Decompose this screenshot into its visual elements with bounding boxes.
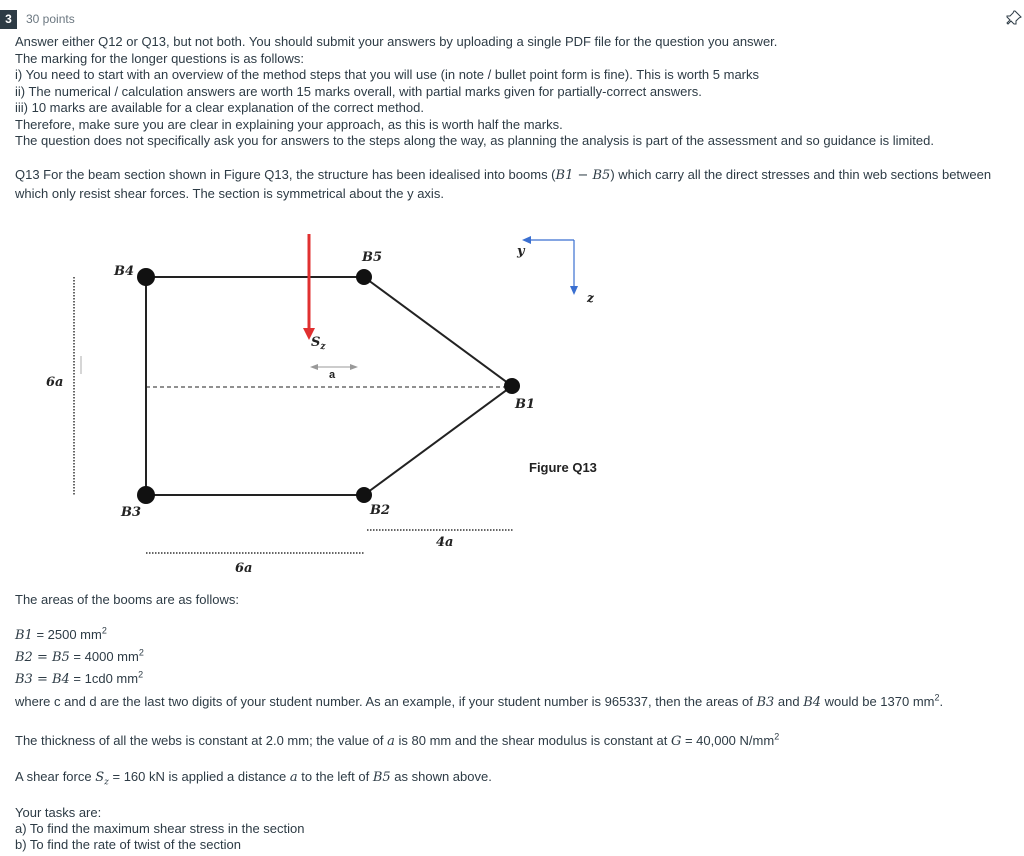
boom-b2 bbox=[356, 487, 372, 503]
intro-line: iii) 10 marks are available for a clear explanation of the correct method. bbox=[15, 100, 424, 115]
boom-b5 bbox=[356, 269, 372, 285]
intro-line: i) You need to start with an overview of the method steps that you will use (in note / bullet point form is fine). This is worth 5 marks bbox=[15, 67, 760, 82]
shear-pre: A shear force bbox=[15, 769, 96, 784]
thickness-G: G bbox=[670, 734, 682, 749]
label-b4: B4 bbox=[114, 264, 135, 279]
label-b5: B5 bbox=[362, 250, 383, 265]
shear-mid: = 160 kN is applied a distance bbox=[108, 769, 290, 784]
label-b3: B3 bbox=[121, 505, 142, 520]
shear-sub-z: z bbox=[104, 777, 109, 788]
area-b3 bbox=[15, 671, 143, 688]
area-b3-math: B3 = B4 bbox=[15, 672, 70, 687]
axis-z-label: z bbox=[587, 291, 594, 305]
intro-line: The question does not specifically ask you for answers to the steps along the way, as planning the analysis is part of the assessment and so guidance is limited. bbox=[15, 133, 934, 148]
area-b1-sq: 2 bbox=[101, 625, 107, 636]
boom-b4 bbox=[137, 268, 155, 286]
thickness-pre: The thickness of all the webs is constant at 2.0 mm; the value of bbox=[15, 733, 388, 748]
q13-paragraph-line1 bbox=[15, 167, 991, 184]
shear-post: as shown above. bbox=[390, 769, 492, 784]
area-b2-sq: 2 bbox=[138, 647, 144, 658]
thickness-sq: 2 bbox=[774, 731, 780, 742]
task-b: b) To find the rate of twist of the section bbox=[15, 837, 241, 852]
intro-line: ii) The numerical / calculation answers are worth 15 marks overall, with partial marks given for partially-correct answers. bbox=[15, 84, 702, 99]
intro-line: Answer either Q12 or Q13, but not both. You should submit your answers by uploading a single PDF file for the question you answer. bbox=[15, 34, 778, 49]
shear-force-line bbox=[15, 769, 492, 786]
dim-width-bottom-label: 6a bbox=[235, 561, 253, 576]
thickness-mid: is 80 mm and the shear modulus is constant at bbox=[394, 733, 671, 748]
question-points: 30 points bbox=[26, 12, 75, 26]
label-b2: B2 bbox=[370, 503, 391, 518]
area-note-and: and bbox=[774, 694, 804, 709]
area-b2 bbox=[15, 649, 144, 666]
area-note bbox=[15, 694, 943, 711]
q13-math-booms: B1 − B5 bbox=[555, 168, 611, 183]
area-b3-value: = 1cd0 mm bbox=[69, 671, 139, 686]
tasks-heading: Your tasks are: bbox=[15, 805, 102, 820]
label-offset-a: a bbox=[329, 369, 336, 381]
boom-b1 bbox=[504, 378, 520, 394]
web-upper-right bbox=[364, 277, 512, 386]
area-b2-value: = 4000 mm bbox=[69, 649, 139, 664]
intro-line: Therefore, make sure you are clear in explaining your approach, as this is worth half the marks. bbox=[15, 117, 563, 132]
q13-text-pre: Q13 For the beam section shown in Figure Q13, the structure has been idealised into booms ( bbox=[15, 167, 556, 182]
area-note-b4: B4 bbox=[803, 695, 822, 710]
intro-line: The marking for the longer questions is as follows: bbox=[15, 51, 305, 66]
figure-q13 bbox=[0, 222, 1024, 582]
shear-mid2: to the left of bbox=[297, 769, 373, 784]
shear-a: a bbox=[289, 770, 298, 785]
areas-heading: The areas of the booms are as follows: bbox=[15, 592, 240, 607]
area-note-b3: B3 bbox=[756, 695, 775, 710]
shear-S: S bbox=[95, 770, 105, 785]
area-b1-math: B1 bbox=[15, 628, 33, 643]
label-sz: $S_z$ bbox=[311, 335, 326, 352]
area-b1-value: = 2500 mm bbox=[32, 627, 102, 642]
thickness-a: a bbox=[387, 734, 395, 749]
thickness-line bbox=[15, 733, 779, 750]
question-number-badge: 3 bbox=[0, 10, 17, 29]
web-lower-right bbox=[364, 386, 512, 495]
area-note-post: would be 1370 mm bbox=[821, 694, 935, 709]
axis-y-label: y bbox=[517, 244, 525, 259]
area-b2-math: B2 = B5 bbox=[15, 650, 70, 665]
thickness-post: = 40,000 N/mm bbox=[681, 733, 775, 748]
q13-paragraph-line2: which only resist shear forces. The section is symmetrical about the y axis. bbox=[15, 186, 444, 201]
q13-text-post: ) which carry all the direct stresses and thin web sections between bbox=[610, 167, 992, 182]
area-note-sq: 2 bbox=[934, 692, 940, 703]
pin-icon[interactable] bbox=[1006, 10, 1022, 26]
label-b1: B1 bbox=[515, 397, 536, 412]
area-note-end: . bbox=[939, 694, 944, 709]
boom-b3 bbox=[137, 486, 155, 504]
area-note-pre: where c and d are the last two digits of your student number. As an example, if your student number is 965337, then the areas of bbox=[15, 694, 757, 709]
figure-title: Figure Q13 bbox=[529, 460, 597, 475]
shear-B5: B5 bbox=[372, 770, 391, 785]
area-b3-sq: 2 bbox=[138, 669, 144, 680]
area-b1 bbox=[15, 627, 107, 644]
dim-width-right-label: 4a bbox=[436, 535, 454, 550]
task-a: a) To find the maximum shear stress in the section bbox=[15, 821, 305, 836]
dim-height-label: 6a bbox=[46, 375, 64, 390]
